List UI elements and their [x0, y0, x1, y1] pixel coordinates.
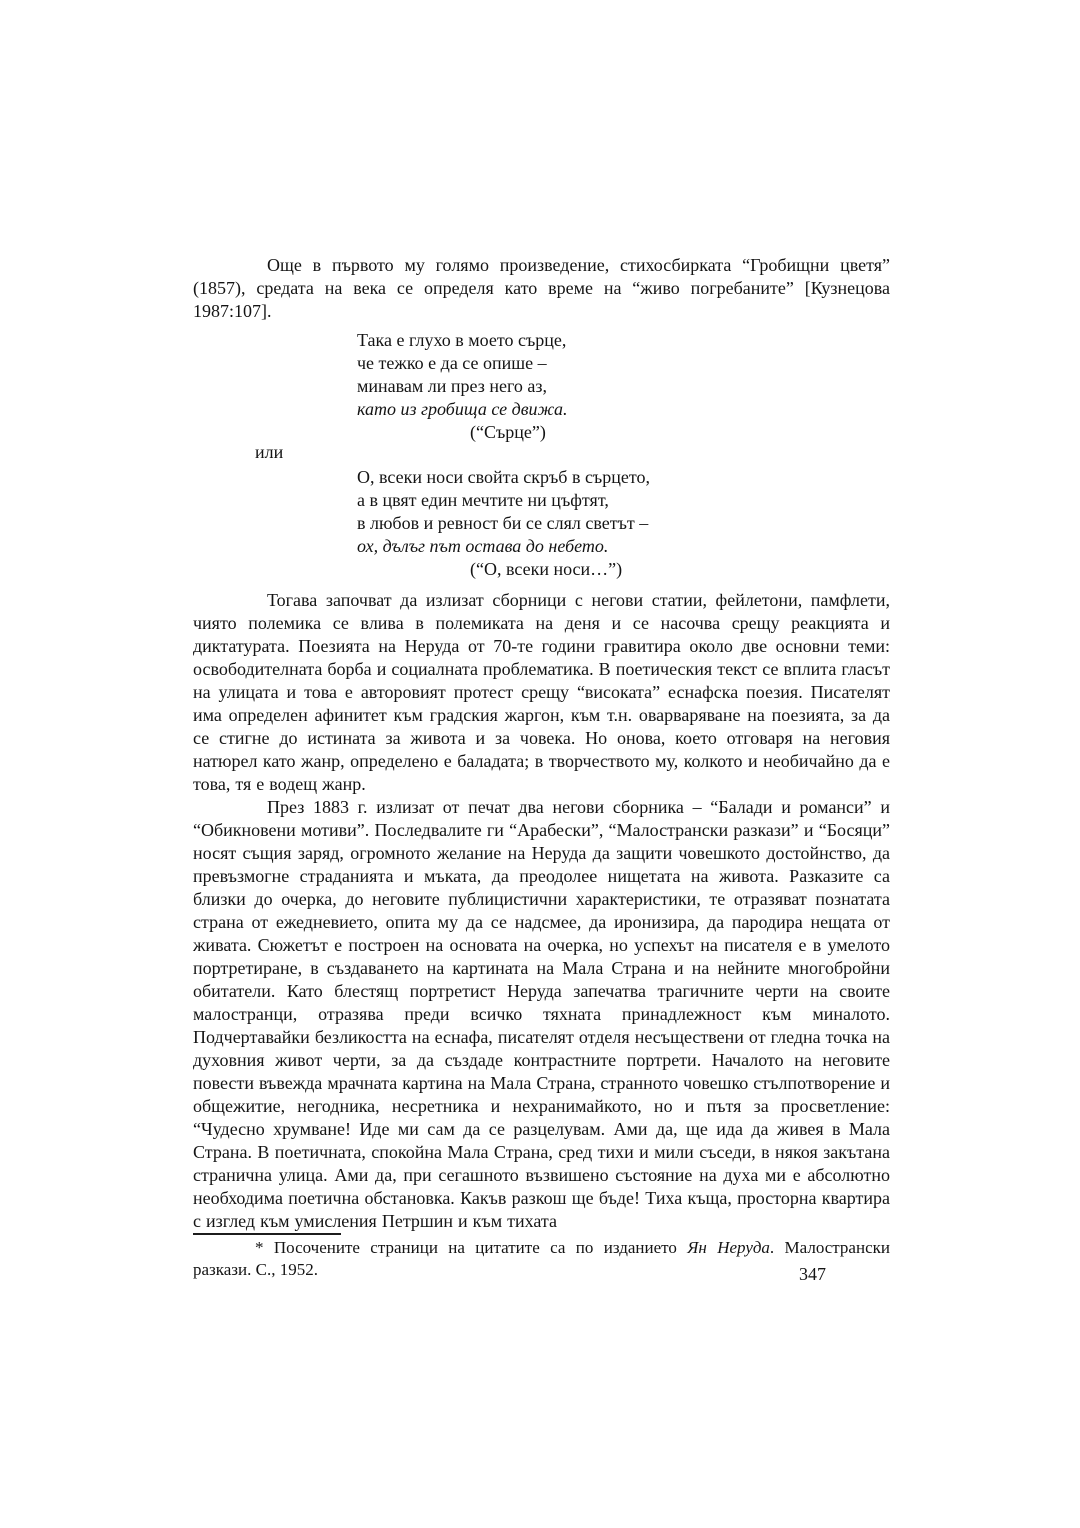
poem2-line-1: О, всеки носи свойта скръб в сърцето,	[357, 467, 650, 487]
poem1-line-3: минавам ли през него аз,	[357, 376, 548, 396]
body-paragraph-2: Тогава започват да излизат сборници с негови статии, фейлетони, памфлети, чиято полемика се влива в полемиката на деня и се насочва срещу реакцията и диктатурата. Поезията на Неруда от 70-те години гравитира около две основни теми: освободителната борба и социалната проблематика. В поетическия текст се вплита гласът на улицата и това е авторовият протест срещу “високата” еснафска поезия. Писателят има определен афинитет към градския жаргон, към т.н. оварваряване на поезията, за да се стигне до истината за живота и за човека. Но онова, което отговаря на неговия натюрел като жанр, определено е баладата; в творчеството му, колкото и необичайно да е това, тя е водещ жанр.	[193, 590, 890, 794]
footnote-italic-title: Ян Неруда	[687, 1238, 770, 1257]
text-block	[193, 254, 890, 1281]
page-number: 347	[799, 1264, 826, 1284]
poem1-line-4: като из гробища се движа.	[357, 399, 568, 419]
poem-quote-2	[357, 466, 890, 581]
poem-quote-1	[357, 329, 890, 444]
poem1-line-2: че тежко е да се опише –	[357, 353, 547, 373]
poem2-attribution: (“О, всеки носи…”)	[470, 559, 623, 579]
poem2-line-2: а в цвят един мечтите ни цъфтят,	[357, 490, 609, 510]
footnote-separator	[193, 1233, 341, 1235]
footnote-text: * Посочените страници на цитатите са по изданието	[255, 1238, 688, 1257]
footnote-text-tail: . Малострански разкази. С., 1952.	[193, 1238, 890, 1279]
connector-word: или	[255, 442, 284, 462]
poem2-line-3: в любов и ревност би се слял светът –	[357, 513, 649, 533]
poem1-attribution: (“Сърце”)	[470, 422, 546, 442]
intro-paragraph: Още в първото му голямо произведение, стихосбирката “Гробищни цветя” (1857), средата на века се определя като време на “живо погребаните” [Кузнецова 1987:107].	[193, 255, 890, 321]
poem2-line-4: ох, дълъг път остава до небето.	[357, 536, 609, 556]
footnote	[193, 1237, 890, 1281]
poem1-line-1: Така е глухо в моето сърце,	[357, 330, 567, 350]
body-paragraph-3: През 1883 г. излизат от печат два негови сборника – “Балади и романси” и “Обикновени мотиви”. Последвалите ги “Арабески”, “Малострански разкази” и “Босяци” носят същия заряд, огромното желание на Неруда да защити човешкото достойнство, да превъзмогне страданията и мъката, да преодолее нищетата на живота. Разказите са близки до очерка, до неговите публицистични характеристики, те отразяват познатата страна от ежедневието, опита му да се надсмее, да иронизира, да пародира нещата от живата. Сюжетът е построен на основата на очерка, но успехът на писателя е в умелото портретиране, в създаването на картината на Мала Страна и на нейните многобройни обитатели. Като блестящ портретист Неруда запечатва трагичните черти на своите малостранци, отразява преди всичко тяхната принадлежност към миналото. Подчертавайки безликостта на еснафа, писателят отделя несъществени от гледна точка на духовния живот черти, за да създаде контрастните портрети. Началото на неговите повести въвежда мрачната картина на Мала Страна, странното човешко стълпотворение и общежитие, негодника, несретника и нехранимайкото, но и пътя за просветление: “Чудесно хрумване! Иде ми сам да се разцелувам. Ами да, ще ида да живея в Мала Страна. В поетичната, спокойна Мала Страна, сред тихи и мили съседи, в някоя закътана странична улица. Ами да, при сегашното възвишено състояние на духа ми е абсолютно необходима поетична обстановка. Какъв разкош ще бъде! Тиха къща, просторна квартира с изглед към умисления Петршин и към тихата	[193, 797, 890, 1231]
